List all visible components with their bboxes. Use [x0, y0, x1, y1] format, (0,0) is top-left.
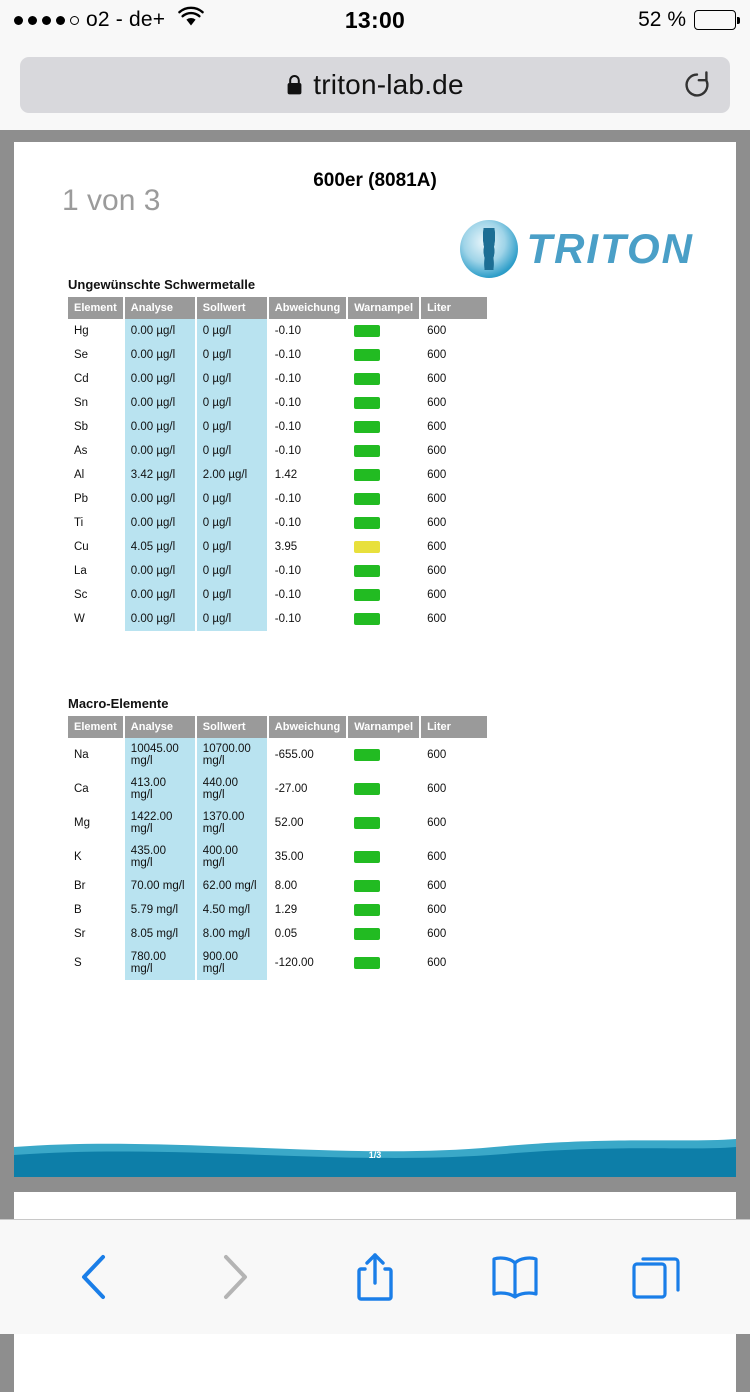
triton-logo-text: TRITON [526, 225, 694, 272]
cell-sollwert: 0 µg/l [196, 367, 268, 391]
warning-lamp-green-icon [354, 880, 380, 892]
cell-warnampel [347, 840, 420, 874]
cell-abweichung: 52.00 [268, 806, 347, 840]
cell-sollwert: 0 µg/l [196, 607, 268, 631]
warning-lamp-green-icon [354, 749, 380, 761]
cell-analyse: 0.00 µg/l [124, 607, 196, 631]
table-body-heavy-metals [68, 319, 488, 631]
wifi-icon [178, 7, 204, 33]
warning-lamp-green-icon [354, 325, 380, 337]
cell-warnampel [347, 367, 420, 391]
col-abweichung: Abweichung [268, 716, 347, 738]
warning-lamp-green-icon [354, 589, 380, 601]
warning-lamp-green-icon [354, 517, 380, 529]
cell-sollwert: 0 µg/l [196, 559, 268, 583]
cell-sollwert: 0 µg/l [196, 319, 268, 343]
cell-sollwert: 4.50 mg/l [196, 898, 268, 922]
cell-sollwert: 400.00 mg/l [196, 840, 268, 874]
cell-element: Mg [68, 806, 124, 840]
table-row [68, 922, 488, 946]
cell-liter: 600 [420, 367, 488, 391]
table-heavy-metals [68, 297, 489, 631]
cell-warnampel [347, 415, 420, 439]
footer-wave [14, 1131, 736, 1177]
cell-warnampel [347, 463, 420, 487]
cell-abweichung: -0.10 [268, 487, 347, 511]
cell-liter: 600 [420, 535, 488, 559]
cell-liter: 600 [420, 806, 488, 840]
cell-warnampel [347, 738, 420, 772]
cell-sollwert: 62.00 mg/l [196, 874, 268, 898]
col-sollwert: Sollwert [196, 716, 268, 738]
cell-element: La [68, 559, 124, 583]
cell-warnampel [347, 583, 420, 607]
cell-warnampel [347, 898, 420, 922]
cell-liter: 600 [420, 391, 488, 415]
cell-analyse: 8.05 mg/l [124, 922, 196, 946]
cell-warnampel [347, 922, 420, 946]
triton-logo [460, 220, 694, 278]
table-row [68, 439, 488, 463]
table-macro-elements [68, 716, 489, 980]
cell-analyse: 780.00 mg/l [124, 946, 196, 980]
cell-element: Ca [68, 772, 124, 806]
cell-abweichung: -0.10 [268, 391, 347, 415]
cell-liter: 600 [420, 415, 488, 439]
cell-abweichung: -0.10 [268, 559, 347, 583]
cell-liter: 600 [420, 874, 488, 898]
col-liter: Liter [420, 297, 488, 319]
cell-element: W [68, 607, 124, 631]
cell-element: K [68, 840, 124, 874]
cell-liter: 600 [420, 738, 488, 772]
cell-warnampel [347, 343, 420, 367]
warning-lamp-green-icon [354, 957, 380, 969]
table-row [68, 874, 488, 898]
share-button[interactable] [335, 1242, 415, 1312]
cell-element: Cd [68, 367, 124, 391]
cell-element: Sb [68, 415, 124, 439]
cell-element: Sr [68, 922, 124, 946]
footer-text [14, 1139, 736, 1162]
col-warnampel: Warnampel [347, 716, 420, 738]
back-button[interactable] [54, 1242, 134, 1312]
cell-liter: 600 [420, 898, 488, 922]
table-row [68, 607, 488, 631]
table-row [68, 535, 488, 559]
cell-element: Se [68, 343, 124, 367]
cell-sollwert: 900.00 mg/l [196, 946, 268, 980]
signal-strength-icon [14, 16, 79, 25]
cell-abweichung: -0.10 [268, 607, 347, 631]
url-text: triton-lab.de [313, 69, 464, 100]
cell-warnampel [347, 535, 420, 559]
cell-sollwert: 10700.00 mg/l [196, 738, 268, 772]
cell-liter: 600 [420, 840, 488, 874]
footer-page-number: 1/3 [368, 1149, 382, 1160]
cell-warnampel [347, 874, 420, 898]
cell-liter: 600 [420, 439, 488, 463]
cell-abweichung: 35.00 [268, 840, 347, 874]
cell-analyse: 435.00 mg/l [124, 840, 196, 874]
table-row [68, 806, 488, 840]
cell-sollwert: 2.00 µg/l [196, 463, 268, 487]
cell-sollwert: 0 µg/l [196, 511, 268, 535]
cell-element: Cu [68, 535, 124, 559]
cell-warnampel [347, 391, 420, 415]
cell-analyse: 413.00 mg/l [124, 772, 196, 806]
cell-element: Pb [68, 487, 124, 511]
table-row [68, 343, 488, 367]
warning-lamp-green-icon [354, 421, 380, 433]
status-right-group [638, 8, 736, 32]
cell-analyse: 10045.00 mg/l [124, 738, 196, 772]
warning-lamp-green-icon [354, 493, 380, 505]
cell-element: Sn [68, 391, 124, 415]
cell-analyse: 0.00 µg/l [124, 583, 196, 607]
cell-analyse: 1422.00 mg/l [124, 806, 196, 840]
cell-sollwert: 440.00 mg/l [196, 772, 268, 806]
table-row [68, 463, 488, 487]
warning-lamp-green-icon [354, 851, 380, 863]
cell-element: As [68, 439, 124, 463]
cell-liter: 600 [420, 463, 488, 487]
cell-sollwert: 1370.00 mg/l [196, 806, 268, 840]
warning-lamp-green-icon [354, 783, 380, 795]
status-bar [0, 0, 750, 40]
cell-element: Br [68, 874, 124, 898]
table-row [68, 898, 488, 922]
cell-sollwert: 0 µg/l [196, 343, 268, 367]
table-row [68, 319, 488, 343]
table-row [68, 772, 488, 806]
cell-analyse: 0.00 µg/l [124, 343, 196, 367]
cell-element: Al [68, 463, 124, 487]
cell-abweichung: -655.00 [268, 738, 347, 772]
cell-warnampel [347, 439, 420, 463]
reload-icon[interactable] [682, 70, 712, 100]
cell-abweichung: 0.05 [268, 922, 347, 946]
warning-lamp-green-icon [354, 445, 380, 457]
cell-analyse: 0.00 µg/l [124, 559, 196, 583]
status-left-group [14, 7, 204, 33]
cell-analyse: 0.00 µg/l [124, 487, 196, 511]
section-title: Macro-Elemente [68, 696, 169, 711]
cell-warnampel [347, 946, 420, 980]
cell-element: B [68, 898, 124, 922]
table-row [68, 415, 488, 439]
cell-abweichung: -27.00 [268, 772, 347, 806]
col-element: Element [68, 716, 124, 738]
cell-liter: 600 [420, 607, 488, 631]
cell-sollwert: 0 µg/l [196, 391, 268, 415]
cell-liter: 600 [420, 343, 488, 367]
cell-abweichung: -0.10 [268, 583, 347, 607]
col-analyse: Analyse [124, 297, 196, 319]
table-row [68, 487, 488, 511]
cell-element: Sc [68, 583, 124, 607]
cell-analyse: 70.00 mg/l [124, 874, 196, 898]
cell-warnampel [347, 559, 420, 583]
cell-sollwert: 0 µg/l [196, 439, 268, 463]
warning-lamp-yellow-icon [354, 541, 380, 553]
warning-lamp-green-icon [354, 397, 380, 409]
cell-abweichung: 8.00 [268, 874, 347, 898]
cell-analyse: 4.05 µg/l [124, 535, 196, 559]
table-row [68, 583, 488, 607]
section-heavy-metals [68, 277, 489, 631]
cell-sollwert: 0 µg/l [196, 487, 268, 511]
col-liter: Liter [420, 716, 488, 738]
cell-liter: 600 [420, 319, 488, 343]
battery-percent-label: 52 % [638, 8, 686, 31]
tabs-button[interactable] [616, 1242, 696, 1312]
cell-sollwert: 0 µg/l [196, 583, 268, 607]
table-header-row [68, 297, 488, 319]
cell-analyse: 5.79 mg/l [124, 898, 196, 922]
pdf-viewport[interactable] [0, 130, 750, 1219]
cell-analyse: 3.42 µg/l [124, 463, 196, 487]
warning-lamp-green-icon [354, 373, 380, 385]
cell-warnampel [347, 511, 420, 535]
cell-liter: 600 [420, 559, 488, 583]
cell-element: Hg [68, 319, 124, 343]
warning-lamp-green-icon [354, 349, 380, 361]
warning-lamp-green-icon [354, 613, 380, 625]
cell-abweichung: -0.10 [268, 367, 347, 391]
forward-button[interactable] [195, 1242, 275, 1312]
cell-element: S [68, 946, 124, 980]
cell-sollwert: 0 µg/l [196, 415, 268, 439]
table-row [68, 391, 488, 415]
cell-element: Na [68, 738, 124, 772]
cell-abweichung: 3.95 [268, 535, 347, 559]
warning-lamp-green-icon [354, 904, 380, 916]
warning-lamp-green-icon [354, 565, 380, 577]
cell-abweichung: 1.29 [268, 898, 347, 922]
browser-toolbar [0, 1219, 750, 1334]
table-row [68, 946, 488, 980]
cell-warnampel [347, 806, 420, 840]
lock-icon [286, 74, 303, 96]
cell-sollwert: 8.00 mg/l [196, 922, 268, 946]
table-row [68, 559, 488, 583]
cell-abweichung: -0.10 [268, 343, 347, 367]
url-input[interactable] [20, 57, 730, 113]
col-sollwert: Sollwert [196, 297, 268, 319]
page-title: 600er (8081A) [313, 170, 437, 191]
cell-analyse: 0.00 µg/l [124, 367, 196, 391]
cell-warnampel [347, 607, 420, 631]
section-macro-elements [68, 696, 489, 980]
col-element: Element [68, 297, 124, 319]
cell-abweichung: -120.00 [268, 946, 347, 980]
warning-lamp-green-icon [354, 928, 380, 940]
clock-label: 13:00 [344, 6, 406, 33]
cell-abweichung: -0.10 [268, 511, 347, 535]
cell-analyse: 0.00 µg/l [124, 391, 196, 415]
cell-warnampel [347, 319, 420, 343]
table-row [68, 511, 488, 535]
cell-warnampel [347, 487, 420, 511]
cell-analyse: 0.00 µg/l [124, 415, 196, 439]
cell-liter: 600 [420, 583, 488, 607]
col-analyse: Analyse [124, 716, 196, 738]
cell-abweichung: 1.42 [268, 463, 347, 487]
cell-liter: 600 [420, 772, 488, 806]
battery-icon [694, 10, 736, 30]
cell-liter: 600 [420, 487, 488, 511]
cell-warnampel [347, 772, 420, 806]
table-row [68, 367, 488, 391]
cell-analyse: 0.00 µg/l [124, 511, 196, 535]
bookmarks-button[interactable] [475, 1242, 555, 1312]
col-warnampel: Warnampel [347, 297, 420, 319]
warning-lamp-green-icon [354, 469, 380, 481]
table-header-row [68, 716, 488, 738]
table-body-macro-elements [68, 738, 488, 980]
section-title: Ungewünschte Schwermetalle [68, 277, 256, 292]
cell-abweichung: -0.10 [268, 415, 347, 439]
cell-liter: 600 [420, 946, 488, 980]
table-row [68, 840, 488, 874]
browser-url-bar [0, 40, 750, 130]
cell-sollwert: 0 µg/l [196, 535, 268, 559]
pdf-page-1 [14, 142, 736, 1177]
cell-liter: 600 [420, 922, 488, 946]
cell-liter: 600 [420, 511, 488, 535]
footer-url: www.triton-lab.de [337, 1138, 413, 1149]
cell-analyse: 0.00 µg/l [124, 439, 196, 463]
carrier-label: o2 - de+ [86, 8, 166, 31]
cell-element: Ti [68, 511, 124, 535]
cell-abweichung: -0.10 [268, 439, 347, 463]
warning-lamp-green-icon [354, 817, 380, 829]
table-row [68, 738, 488, 772]
cell-abweichung: -0.10 [268, 319, 347, 343]
cell-analyse: 0.00 µg/l [124, 319, 196, 343]
col-abweichung: Abweichung [268, 297, 347, 319]
triton-logo-mark-icon [460, 220, 518, 278]
page-counter: 1 von 3 [62, 184, 161, 217]
